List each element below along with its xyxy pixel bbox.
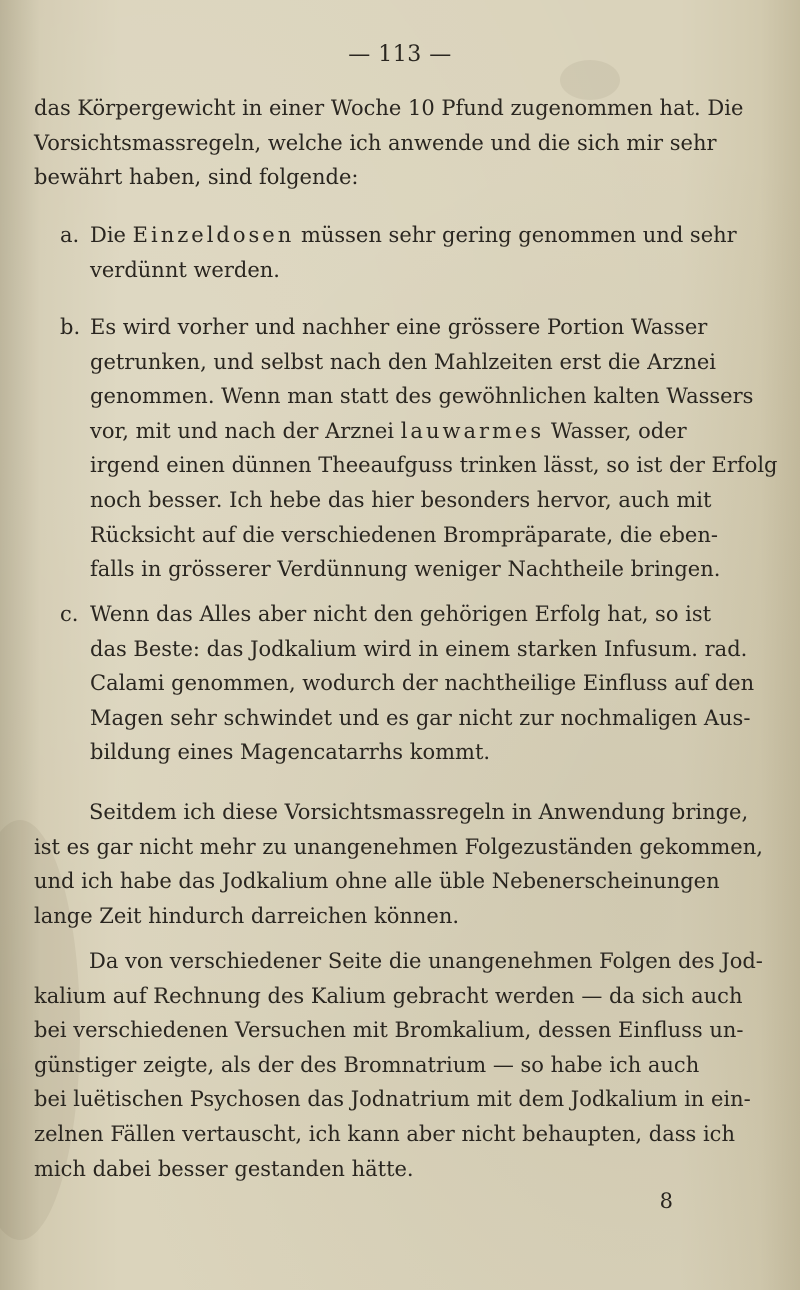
intro-paragraph bbox=[34, 91, 774, 195]
emphasized-term: lauwarmes bbox=[400, 418, 545, 443]
page-number: — 113 — bbox=[348, 42, 452, 67]
text-line: günstiger zeigte, als der des Bromnatrium — so habe ich auch bbox=[34, 1052, 700, 1077]
text-span: Die bbox=[90, 223, 133, 247]
text-line: Da von verschiedener Seite die unangenehmen Folgen des Jod- bbox=[89, 949, 763, 973]
emphasized-term: Einzeldosen bbox=[132, 223, 295, 247]
list-item-c bbox=[60, 597, 780, 770]
text-line bbox=[60, 310, 780, 345]
list-label: b. bbox=[60, 315, 81, 339]
text-span: Wenn das Alles aber nicht den gehörigen Erfolg hat, so ist bbox=[90, 602, 712, 626]
text-line: lange Zeit hindurch darreichen können. bbox=[34, 903, 460, 928]
text-line: Rücksicht auf die verschiedenen Brompräparate, die eben- bbox=[90, 522, 718, 547]
text-span: müssen sehr gering genommen und sehr bbox=[294, 223, 737, 247]
text-line bbox=[60, 597, 780, 632]
text-line: bei verschiedenen Versuchen mit Bromkalium, dessen Einfluss un- bbox=[34, 1018, 744, 1043]
text-line: Vorsichtsmassregeln, welche ich anwende und die sich mir sehr bbox=[34, 130, 717, 155]
text-span: vor, mit und nach der Arznei bbox=[90, 418, 401, 443]
text-line: bewährt haben, sind folgende: bbox=[34, 165, 359, 190]
text-line bbox=[60, 218, 780, 253]
text-line bbox=[90, 414, 780, 449]
text-line: kalium auf Rechnung des Kalium gebracht werden — da sich auch bbox=[34, 983, 743, 1008]
text-span: Wasser, oder bbox=[544, 418, 687, 443]
paragraph bbox=[34, 795, 774, 933]
text-line: bei luëtischen Psychosen das Jodnatrium mit dem Jodkalium in ein- bbox=[34, 1087, 751, 1112]
list-item-b bbox=[60, 310, 780, 587]
text-line: Seitdem ich diese Vorsichtsmassregeln in Anwendung bringe, bbox=[89, 800, 749, 824]
list-label: a. bbox=[60, 223, 80, 247]
text-line: das Körpergewicht in einer Woche 10 Pfund zugenommen hat. Die bbox=[34, 96, 744, 120]
text-line: genommen. Wenn man statt des gewöhnlichen kalten Wassers bbox=[90, 384, 754, 409]
signature-mark: 8 bbox=[659, 1189, 673, 1213]
text-span: Es wird vorher und nachher eine grössere Portion Wasser bbox=[90, 315, 708, 339]
text-line: verdünnt werden. bbox=[90, 257, 280, 282]
text-line: bildung eines Magencatarrhs kommt. bbox=[90, 740, 491, 765]
text-line: mich dabei besser gestanden hätte. bbox=[34, 1156, 414, 1181]
text-line: ist es gar nicht mehr zu unangenehmen Folgezuständen gekommen, bbox=[34, 834, 763, 859]
paragraph bbox=[34, 944, 774, 1186]
text-line: Calami genommen, wodurch der nachtheilige Einfluss auf den bbox=[90, 671, 755, 696]
text-line: und ich habe das Jodkalium ohne alle üble Nebenerscheinungen bbox=[34, 869, 720, 894]
text-line: Magen sehr schwindet und es gar nicht zur nochmaligen Aus- bbox=[90, 705, 751, 730]
list-label: c. bbox=[60, 602, 79, 626]
text-line: zelnen Fällen vertauscht, ich kann aber nicht behaupten, dass ich bbox=[34, 1121, 735, 1146]
text-line: noch besser. Ich hebe das hier besonders hervor, auch mit bbox=[90, 487, 712, 512]
list-item-a bbox=[60, 218, 780, 287]
text-line: irgend einen dünnen Theeaufguss trinken lässt, so ist der Erfolg bbox=[90, 453, 778, 478]
text-line: getrunken, und selbst nach den Mahlzeiten erst die Arznei bbox=[90, 349, 717, 374]
text-line: falls in grösserer Verdünnung weniger Nachtheile bringen. bbox=[90, 557, 721, 582]
text-line: das Beste: das Jodkalium wird in einem starken Infusum. rad. bbox=[90, 636, 748, 661]
